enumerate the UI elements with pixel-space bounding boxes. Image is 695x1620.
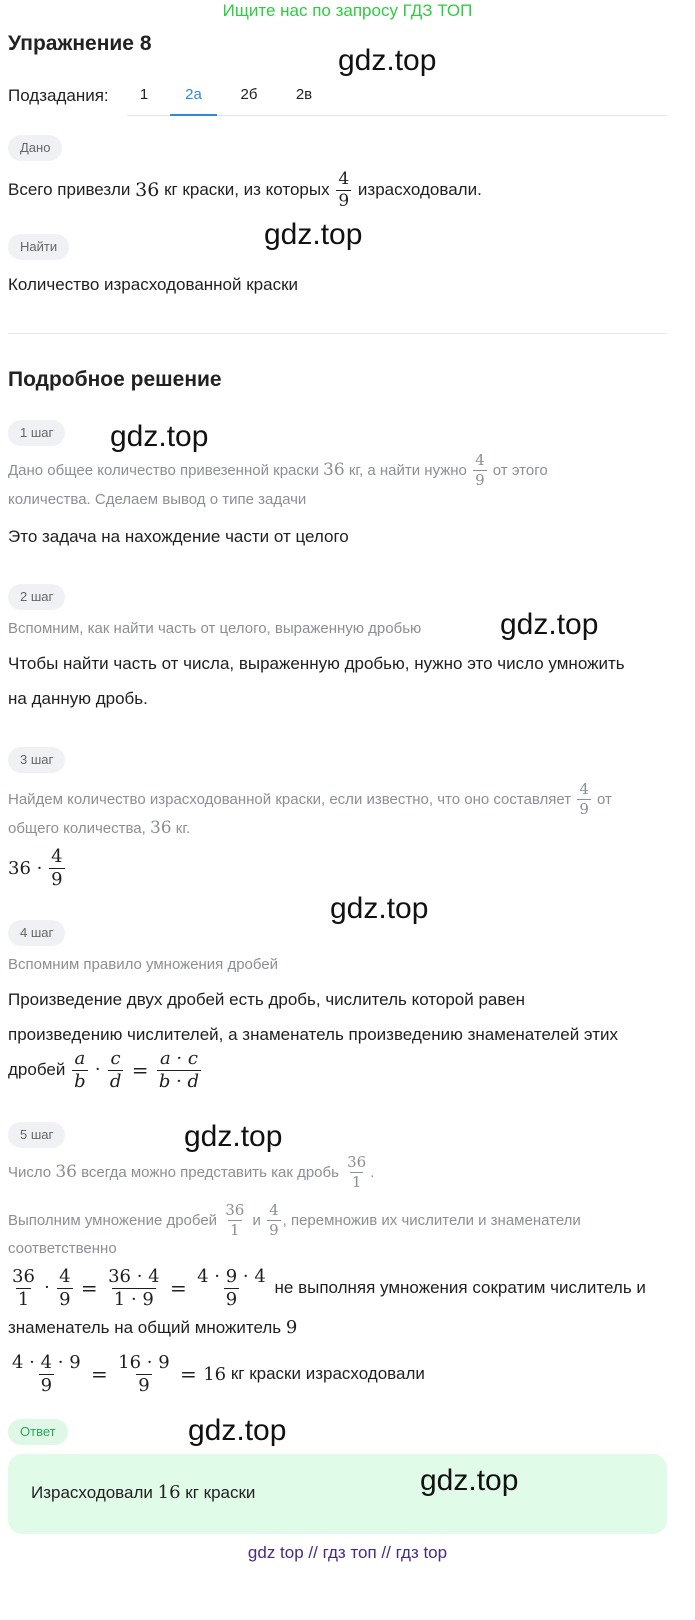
step-5-equation-1: $\frac{36}{1}$ · $\frac{4}{9}$ = $\frac{36 \cdot 4}{1 \cdot 9}$ = $\frac{4 \cdot 9 \cdot 4}{9}$ не выполняя умножения сократим числитель и [12,1265,646,1310]
step-5-hint-1: Число 36 всегда можно представить как дробь $\frac{36}{1}$ . [8,1152,375,1191]
answer-text: Израсходовали 16 кг краски [31,1482,256,1503]
watermark: gdz.top [264,218,363,251]
step-1-badge: 1 шаг [8,420,65,446]
page-title: Упражнение 8 [8,32,152,55]
step-3-hint-line2: общего количества, 36 кг. [8,818,191,838]
subtasks-label: Подзадания: [8,86,109,105]
search-banner: Ищите нас по запросу ГДЗ ТОП [222,1,473,20]
tab-1[interactable]: 1 [139,86,149,103]
tab-2v[interactable]: 2в [295,86,313,103]
step-4-text-line2: произведению числителей, а знаменатель произведению знаменателей этих [8,1025,619,1044]
step-5-equation-2: $\frac{4 \cdot 4 \cdot 9}{9}$ = $\frac{16 \cdot 9}{9}$ = 16 кг краски израсходовали [12,1351,425,1396]
step-5-hint-2-line2: соответственно [8,1240,117,1257]
tab-2a[interactable]: 2а [170,86,217,116]
step-2-text-line1: Чтобы найти часть от числа, выраженную дробью, нужно это число умножить [8,654,625,673]
step-4-formula: дробей $\frac{a}{b}$ · $\frac{c}{d}$ = $\frac{a \cdot c}{b \cdot d}$ [8,1047,200,1092]
watermark: gdz.top [110,420,209,453]
footer-links[interactable]: gdz top // гдз топ // гдз top [247,1543,448,1562]
given-badge: Дано [8,135,62,161]
step-5-hint-2: Выполним умножение дробей $\frac{36}{1}$ и $\frac{4}{9}$ , перемножив их числители и знаменатели [8,1200,581,1239]
watermark: gdz.top [188,1414,287,1447]
step-4-text-line1: Произведение двух дробей есть дробь, числитель которой равен [8,990,526,1009]
step-2-hint: Вспомним, как найти часть от целого, выраженную дробью [8,620,422,637]
step-1-hint-line2: количества. Сделаем вывод о типе задачи [8,491,307,508]
section-divider [8,333,667,334]
watermark: gdz.top [500,608,599,641]
step-2-badge: 2 шаг [8,584,65,610]
step-5-equation-1-line2: знаменатель на общий множитель 9 [8,1317,298,1338]
watermark: gdz.top [420,1464,519,1497]
watermark: gdz.top [184,1120,283,1153]
step-3-badge: 3 шаг [8,747,65,773]
solution-title: Подробное решение [8,368,222,391]
step-2-text-line2: на данную дробь. [8,689,148,708]
watermark: gdz.top [338,44,437,77]
given-text: Всего привезли 36 кг краски, из которых $\frac{4}{9}$ израсходовали. [8,168,482,211]
step-4-badge: 4 шаг [8,920,65,946]
tab-2b[interactable]: 2б [240,86,258,103]
step-3-expression: 36 · $\frac{4}{9}$ [8,845,63,890]
answer-badge: Ответ [8,1419,68,1445]
watermark: gdz.top [330,892,429,925]
step-3-hint: Найдем количество израсходованной краски, если известно, что оно составляет $\frac{4}{9}$ от [8,779,612,818]
subtask-tabs [127,80,667,116]
step-5-badge: 5 шаг [8,1122,65,1148]
step-1-hint: Дано общее количество привезенной краски 36 кг, а найти нужно $\frac{4}{9}$ от этого [8,450,548,489]
step-1-text: Это задача на нахождение части от целого [8,527,349,546]
find-text: Количество израсходованной краски [8,275,299,294]
step-4-hint: Вспомним правило умножения дробей [8,956,279,973]
find-badge: Найти [8,234,69,260]
